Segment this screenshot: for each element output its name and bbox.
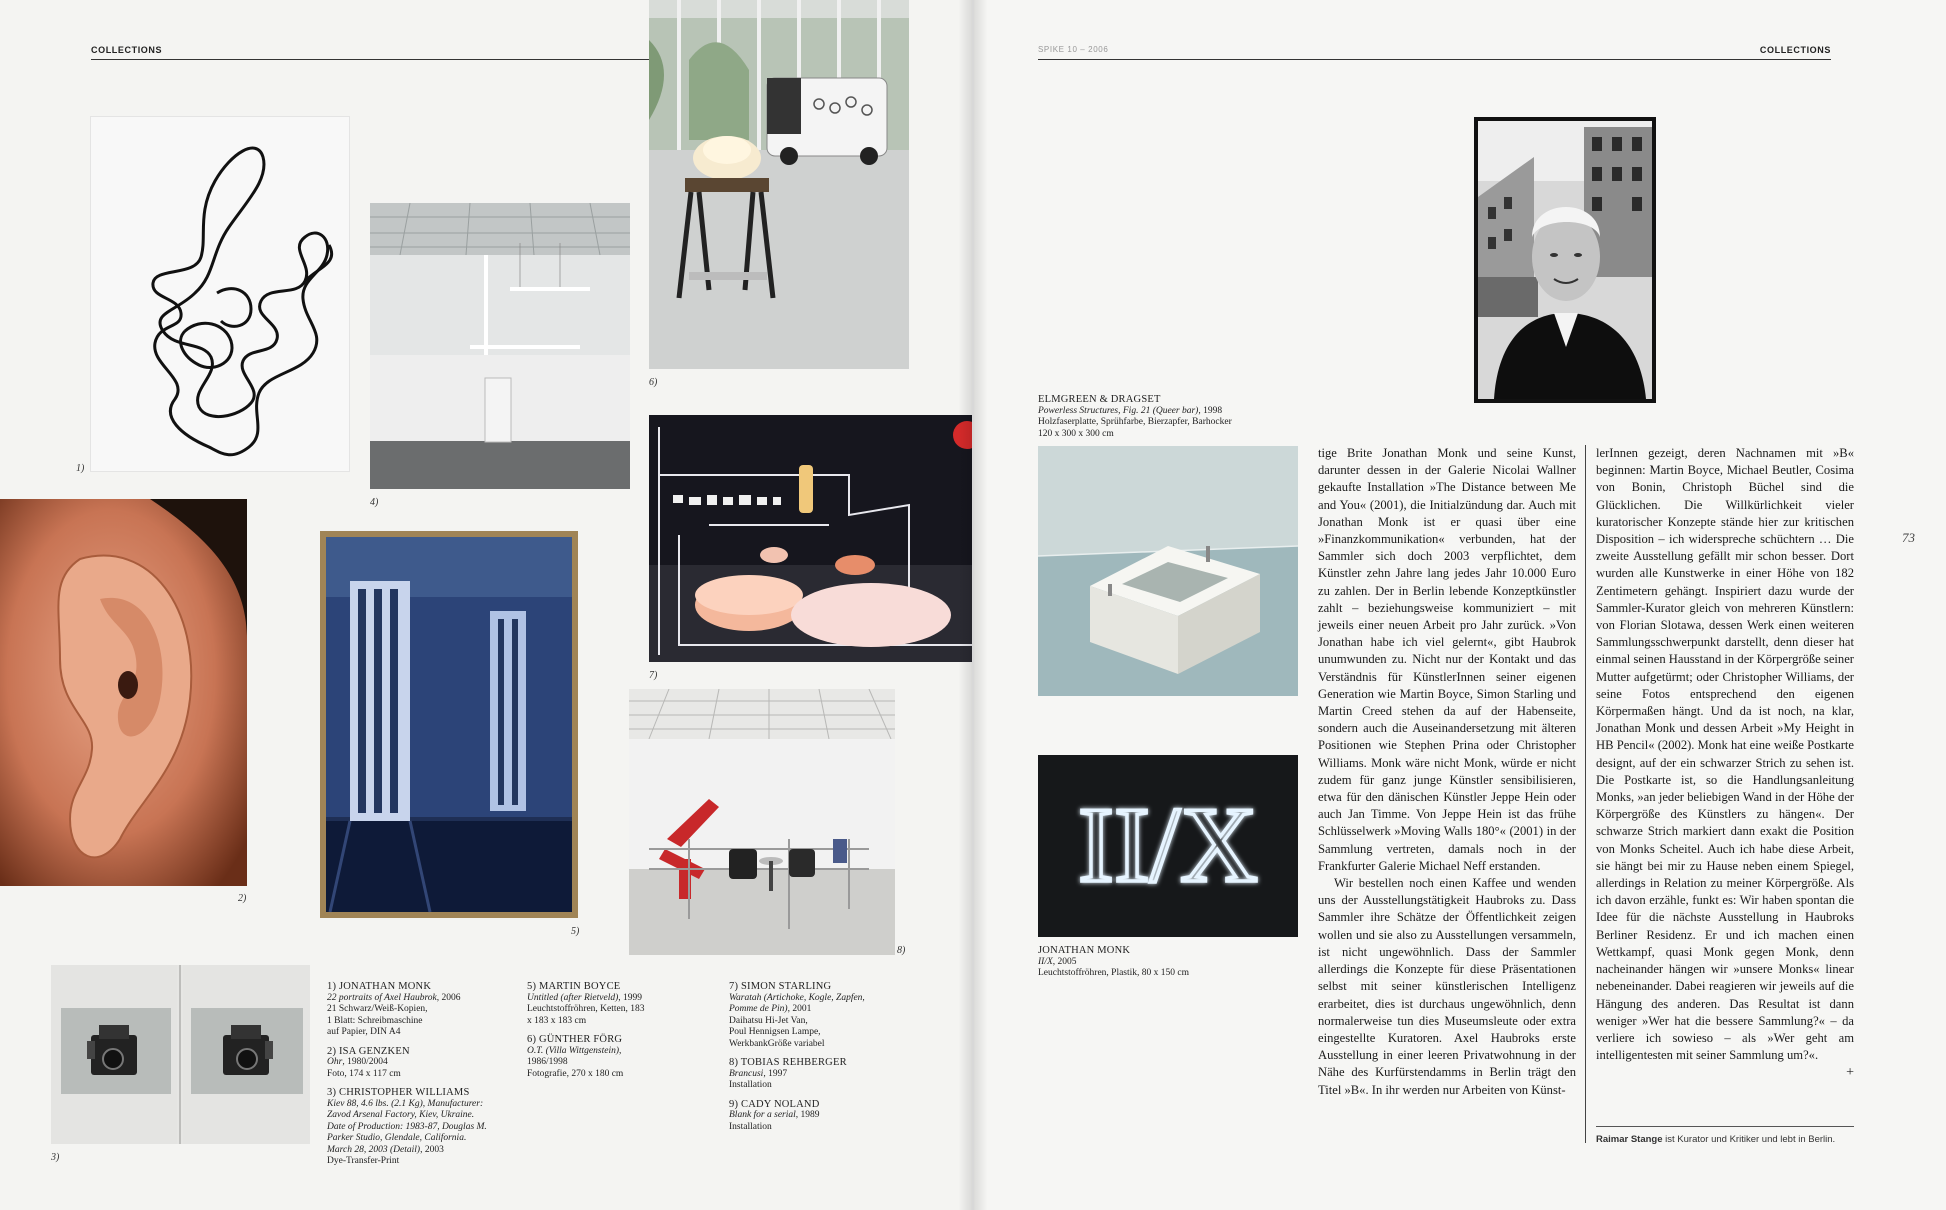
- figure-7-dark-installation-photo: [649, 415, 972, 662]
- header-rule: [1038, 59, 1831, 60]
- queer-bar-svg: [1038, 446, 1298, 696]
- figure-4-gallery-photo: [370, 203, 630, 489]
- page-number: 73: [1902, 530, 1915, 545]
- issue-label: SPIKE 10 – 2006: [1038, 45, 1109, 54]
- caption-column-3: [729, 981, 889, 1140]
- caption-5: 5) MARTIN BOYCE Untitled (after Rietveld), 1999 Leuchtstoffröhren, Ketten, 183 x 183 x 183 cm: [527, 981, 645, 1026]
- neon-svg: [1038, 755, 1298, 937]
- figure-3-camera-prints: [51, 965, 310, 1144]
- camera-prints-svg: [51, 965, 310, 1144]
- figure-1-string-drawing: [91, 117, 349, 471]
- caption-2: 2) ISA GENZKEN Ohr, 1980/2004 Foto, 174 x 117 cm: [327, 1045, 410, 1079]
- author-rule: [1596, 1126, 1854, 1127]
- queer-bar-photo: [1038, 446, 1298, 696]
- caption-3: 3) CHRISTOPHER WILLIAMS Kiev 88, 4.6 lbs. (2.1 Kg), Manufacturer: Zavod Arsenal Factory, Kiev, Ukraine. Date of Production: 1983-87, Douglas M. Parker Studio, Glendale, California. March 28, 2003 (Detail), 2003 Dye-Transfer-Print: [327, 1087, 487, 1166]
- caption-elmgreen-dragset: ELMGREEN & DRAGSET Powerless Structures, Fig. 21 (Queer bar), 1998 Holzfaserplatte, Sprühfarbe, Bierzapfer, Barhocker 120 x 300 x 300 cm: [1038, 394, 1232, 439]
- figure-5-blue-interior-photo: [320, 531, 578, 918]
- caption-1: 1) JONATHAN MONK 22 portraits of Axel Haubrok, 2006 21 Schwarz/Weiß-Kopien, 1 Blatt: Schreibmaschine auf Papier, DIN A4: [327, 981, 461, 1037]
- figure-number: 6): [649, 377, 658, 388]
- book-gutter: [958, 0, 988, 1210]
- caption-9: 9) CADY NOLAND Blank for a serial, 1989 Installation: [729, 1098, 820, 1132]
- gallery-neon-svg: [370, 203, 630, 489]
- article-paragraph: Wir bestellen noch einen Kaffee und wenden uns der Ausstellungstätigkeit Haubroks zu. Dass Sammler ihre Schätze der Öffentlichkeit zeigen wollen und sie also zu Ausstellungen versammeln, ist nicht ungewöhnlich. Dass der Sammler allerdings die Konzepte für diese Präsentationen selbst mit seiner künstlerischen Intelligenz erarbeitet, dies ist durchaus ungewöhnlich, denn normalerweise tun dies Museumsleute oder extra eingestellte Kuratoren. Axel Haubroks erste Ausstellung in einer leeren Privatwohnung in der Nähe des Kurfürstendamms in Berlin trägt den Titel »B«. In ihr werden nur Arbeiten von Künst-: [1318, 876, 1576, 1097]
- figure-number: 1): [76, 463, 85, 474]
- end-mark: +: [1846, 1065, 1854, 1081]
- room-installation-svg: [629, 689, 895, 955]
- dark-installation-svg: [649, 415, 972, 662]
- article-column-2: [1596, 445, 1854, 1082]
- ear-svg: [0, 499, 247, 886]
- figure-8-room-installation-photo: [629, 689, 895, 955]
- string-drawing-svg: [91, 117, 349, 471]
- van-lamp-svg: [649, 0, 909, 369]
- caption-8: 8) TOBIAS REHBERGER Brancusi, 1997 Installation: [729, 1057, 847, 1090]
- figure-2-ear-photo: [0, 499, 247, 886]
- neon-ii-x-photo: [1038, 755, 1298, 937]
- caption-column-2: [527, 981, 687, 1087]
- figure-number: 4): [370, 497, 379, 508]
- header-rule: [91, 59, 651, 60]
- article-paragraph: lerInnen gezeigt, deren Nachnamen mit »B« beginnen: Martin Boyce, Michael Beutler, Cosima von Bonin, Christoph Büchel sind die Glücklichen. Die Willkürlichkeit vieler kuratorischer Konzepte stände hier zur kritischen Disposition – ich widerspreche schüchtern … Die zweite Ausstellung gefällt mir schon besser. Dort wurden alle Kunstwerke in einer Höhe von 182 Zentimetern gehängt. Inspiriert dazu wurde der Sammler-Kurator gleich von mehreren Künstlern: von Florian Slotawa, dessen Werk einen weiteren Sammlungsschwerpunkt darstellt, denn dieser hat einmal seinen Hausstand in der Körpergröße seiner Mutter aufgetürmt; oder Christopher Williams, der seine Fotos entsprechend den eigenen Körpermaßen hängt. Und da ist noch, na klar, Jonathan Monk und dessen Arbeit »My Height in HB Pencil« (2002). Monk hat eine weiße Postkarte designt, auf der ein schwarzer Strich zu sehen ist. Die Postkarte ist, so die Handlungsanleitung Monks, »an jeder beliebigen Wand in der Höhe der Körpergröße des Künstlers zu hängen«. Der schwarze Strich markiert dann exakt die Position von Monks Scheitel. Auch ich habe diese Arbeit, sie hängt bei mir zu Hause neben einem Spiegel, allerdings in Relation zu meiner Körpergröße. Als ich davon erzähle, funkt es: Wir haben spontan die Idee für die nächste Ausstellung in Haubroks Berliner Residenz. Er und ich machen einen Wettkampf, quasi Monk gegen Monk, denn nacheinander hängen wir »unsere Monks« linear nebeneinander. Dabei reagieren wir jeweils auf die Hängung des anderen. Das Resultat ist dann weniger »Wer hat die bessere Sammlung?« – da verliere ich sowieso – als »Wer geht am intelligentesten mit seiner Sammlung um?«.: [1596, 446, 1854, 1063]
- column-rule: [1585, 445, 1586, 1143]
- figure-number: 8): [897, 945, 906, 956]
- caption-jonathan-monk: JONATHAN MONK II/X, 2005 Leuchtstoffröhren, Plastik, 80 x 150 cm: [1038, 945, 1190, 978]
- figure-number: 3): [51, 1152, 60, 1163]
- author-name: Raimar Stange: [1596, 1134, 1663, 1145]
- left-page: [0, 0, 972, 1210]
- right-page: [974, 0, 1946, 1210]
- portrait-svg: [1474, 117, 1656, 403]
- author-note: [1596, 1134, 1835, 1145]
- caption-column-1: [327, 981, 487, 1175]
- figure-6-van-lamp-photo: [649, 0, 909, 369]
- figure-number: 2): [238, 893, 247, 904]
- article-paragraph: tige Brite Jonathan Monk und seine Kunst, darunter dessen in der Galerie Nicolai Wallner gekaufte Installation »The Distance between Me and You« (2001), die Initialzündung dar. Auch mit Jonathan Monk ist er quasi über eine »Finanzkommunikation« verbunden, hat der Sammler sich doch 2003 verpflichtet, dem Künstler zehn Jahre lang jedes Jahr 10.000 Euro zu zahlen. Der in Berlin lebende Konzeptkünstler zahlt – beziehungsweise kommuniziert – mit jeweils einer neuen Arbeit pro Jahr zurück. »Von Jonathan habe ich viel gelernt«, gibt Haubrok unumwunden zu. Nicht nur der Kontakt und das Verständnis für KünstlerInnen seiner eigenen Generation wie Martin Boyce, Simon Starling und Martin Creed stehen da auf der Habenseite, sondern auch die Auseinandersetzung mit älteren Positionen wie Stephen Prina oder Christopher Williams. Monk wäre nicht Monk, würde er nicht zudem für ganz junge Künstler sensibilisieren, etwa für den dänischen Künstler Jeppe Hein oder auch Jan Timme. Von Jeppe Hein ist das frühe Schlüsselwerk »Moving Walls 180°« (2001) in der Sammlung vertreten, damals noch in der Frankfurter Galerie Michael Neff erstanden.: [1318, 446, 1576, 873]
- neon-text: II/X: [1078, 786, 1258, 905]
- blue-interior-svg: [320, 531, 578, 918]
- portrait-photo: [1474, 117, 1656, 403]
- running-head-left-page: COLLECTIONS: [91, 45, 163, 55]
- author-bio: ist Kurator und Kritiker und lebt in Berlin.: [1662, 1134, 1836, 1145]
- figure-number: 5): [571, 926, 580, 937]
- article-column-1: [1318, 445, 1576, 1099]
- caption-6: 6) GÜNTHER FÖRG O.T. (Villa Wittgenstein), 1986/1998 Fotografie, 270 x 180 cm: [527, 1034, 624, 1079]
- running-head-right-page: COLLECTIONS: [1759, 45, 1831, 55]
- figure-number: 7): [649, 670, 658, 681]
- caption-7: 7) SIMON STARLING Waratah (Artichoke, Kogle, Zapfen, Pomme de Pin), 2001 Daihatsu Hi-Jet Van, Poul Hennigsen Lampe, WerkbankGröße variabel: [729, 981, 865, 1049]
